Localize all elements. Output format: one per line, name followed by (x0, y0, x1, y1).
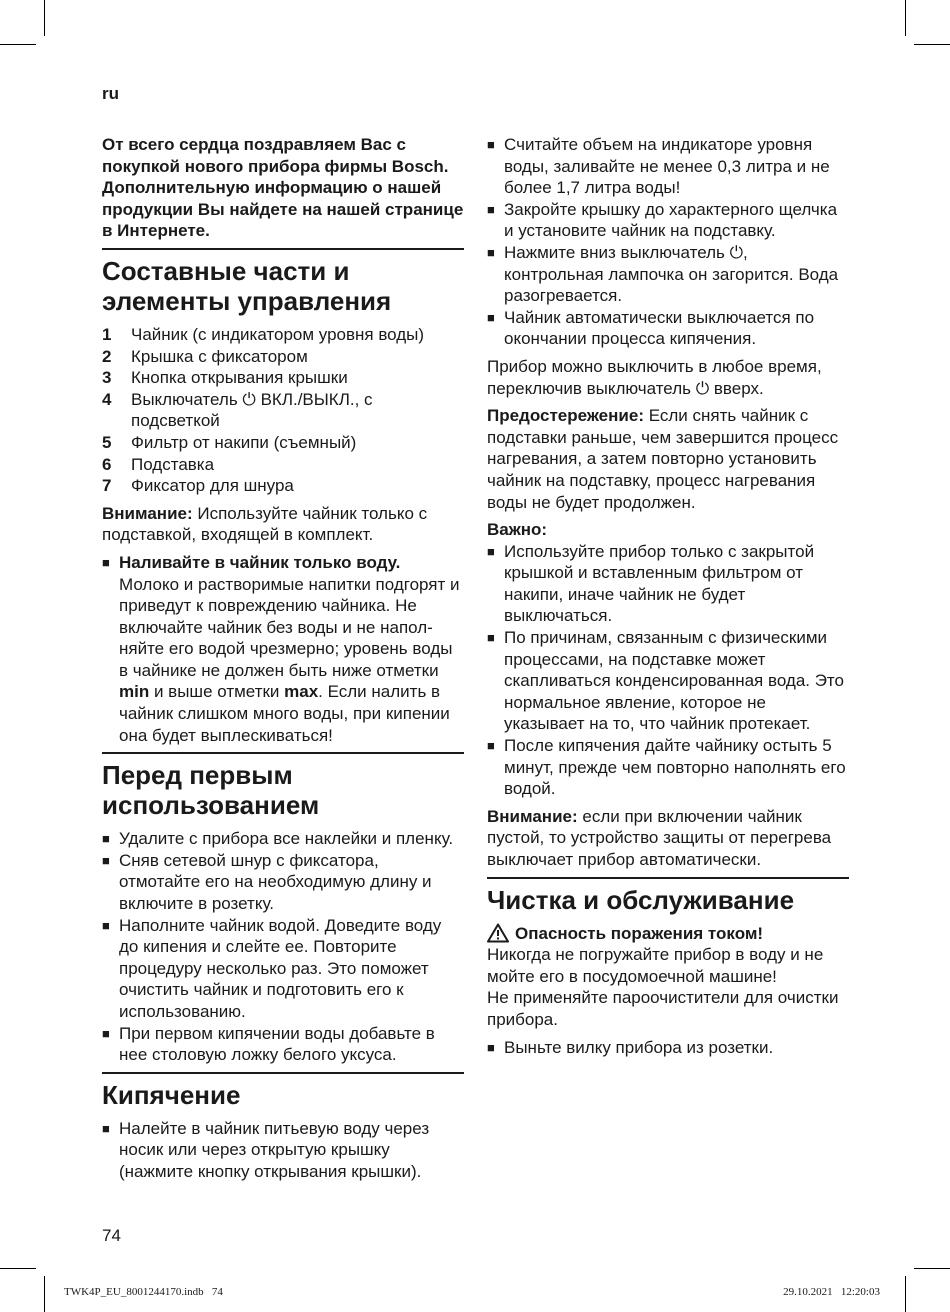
note-paragraph (102, 503, 464, 546)
list-item (487, 735, 849, 800)
list-item (102, 850, 464, 915)
parts-list (102, 324, 464, 497)
item-text: Нажмите вниз выключатель ⏻, контрольная лампочка он загорится. Вода разогревается. (504, 242, 839, 306)
item-text: Используйте прибор только с закрытой крышкой и вставленным фильтром от накипи, иначе чайник не будет выключаться. (504, 541, 815, 626)
caution-paragraph (487, 405, 849, 513)
list-item (487, 627, 849, 735)
bullet-square-icon: ■ (487, 630, 495, 646)
important-label (487, 519, 849, 541)
intro-paragraph: От всего сердца поздравляем Вас с покупкой нового прибора фирмы Bosch. Дополнительную информацию о нашей продукции Вы найдете на нашей странице в Интернете. (102, 135, 464, 241)
crop-mark (914, 1268, 950, 1269)
important-label-text: Важно: (487, 520, 548, 540)
item-number: 6 (102, 454, 112, 474)
item-text: Выключатель ⏻ ВКЛ./ВЫКЛ., с подсветкой (131, 389, 373, 431)
bullet-square-icon: ■ (102, 1120, 110, 1136)
section-divider (102, 248, 464, 250)
crop-mark (0, 1268, 36, 1269)
list-item (102, 454, 464, 476)
item-text: Сняв сетевой шнур с фиксатора, отмотайте его на необходимую длину и включите в розетку. (119, 850, 432, 914)
item-text: Фиксатор для шнура (131, 476, 294, 496)
boiling-list-start (102, 1118, 464, 1183)
list-item (102, 475, 464, 497)
boiling-list-cont (487, 134, 849, 350)
danger-title (487, 923, 849, 945)
note-label: Внимание: (102, 503, 193, 523)
list-item (102, 324, 464, 346)
section-divider (102, 752, 464, 754)
crop-mark (44, 0, 45, 36)
danger-text: Не применяйте пароочистители для очистки прибора. (487, 988, 839, 1029)
crop-mark (0, 44, 36, 45)
bullet-square-icon: ■ (102, 554, 110, 570)
attention-paragraph (487, 806, 849, 871)
danger-title-text: Опасность поражения током! (515, 923, 764, 943)
item-text: Кнопка открывания крышки (131, 368, 348, 388)
crop-mark (914, 44, 950, 45)
off-paragraph: Прибор можно выключить в любое время, переключив выключатель ⏻ вверх. (487, 356, 822, 398)
item-text: Налейте в чайник питьевую воду через носик или через открытую крышку (нажмите кнопку открывания крышки). (119, 1118, 430, 1181)
warning-triangle-icon (487, 923, 509, 943)
bullet-square-icon: ■ (487, 1039, 495, 1055)
item-number: 3 (102, 368, 112, 388)
right-column (487, 134, 849, 1064)
min-mark: min (119, 682, 150, 702)
max-mark: max (284, 682, 319, 702)
crop-mark (905, 1276, 906, 1312)
bullet-text: Молоко и растворимые напитки подгорят и приведут к повреждению чайника. Не включайте чайник без воды и не наполняйте его водой чрезмерно; уровень воды в чайнике не должен быть ниже отметки (119, 574, 460, 680)
item-text: Закройте крышку до характерного щелчка и установите чайник на подставку. (504, 199, 838, 241)
section-divider (487, 877, 849, 879)
page-number: 74 (102, 1226, 121, 1245)
item-number: 2 (102, 346, 112, 366)
list-item (102, 552, 464, 746)
bullet-text: . Если налить в чайник слишком много воды, при кипении она будет выплескиваться! (119, 682, 450, 745)
danger-text: Никогда не погружайте прибор в воду и не мойте его в посудомоечной машине! (487, 945, 824, 986)
bullet-square-icon: ■ (102, 917, 110, 933)
list-item (102, 1023, 464, 1066)
list-item (487, 541, 849, 627)
item-text: Подставка (131, 454, 215, 474)
item-text: Считайте объем на индикаторе уровня воды, заливайте не менее 0,3 литра и не более 1,7 литра воды! (504, 135, 830, 198)
caution-text: Если снять чайник с подставки раньше, чем завершится процесс нагревания, а затем повторно установить чайник на подставку, процесс нагревания воды не будет продолжен. (487, 406, 839, 512)
list-item (487, 199, 849, 242)
bullet-square-icon: ■ (487, 244, 495, 260)
item-text: Наполните чайник водой. Доведите воду до кипения и слейте ее. Повторите процедуру несколько раз. Это поможет очистить чайник и подготовить его к использованию. (119, 915, 442, 1021)
item-number: 4 (102, 389, 112, 409)
item-number: 1 (102, 324, 112, 344)
item-text: По причинам, связанным с физическими процессами, на подставке может скапливаться конденсированная вода. Это нормальное явление, которое не указывает на то, что чайник протекает. (504, 628, 844, 734)
list-item (102, 389, 464, 432)
item-text: После кипячения дайте чайнику остыть 5 минут, прежде чем повторно наполнять его водой. (504, 736, 846, 799)
bullet-square-icon: ■ (102, 831, 110, 847)
footer-timestamp: 29.10.2021 12:20:03 (783, 1286, 880, 1298)
item-number: 7 (102, 476, 112, 496)
bullet-square-icon: ■ (102, 1025, 110, 1041)
note-text: Используйте чайник только с подставкой, входящей в комплект. (102, 503, 428, 545)
bullet-square-icon: ■ (487, 137, 495, 152)
item-text: Удалите с прибора все наклейки и пленку. (119, 829, 454, 849)
item-text: Чайник (с индикатором уровня воды) (131, 324, 425, 344)
item-text: При первом кипячении воды добавьте в нее столовую ложку белого уксуса. (119, 1023, 435, 1065)
cleaning-heading: Чистка и обслуживание (487, 884, 795, 915)
item-text: Фильтр от накипи (съемный) (131, 432, 357, 452)
crop-mark (44, 1276, 45, 1312)
attention-label: Внимание: (487, 806, 578, 826)
list-item (102, 432, 464, 454)
crop-mark (905, 0, 906, 36)
item-text: Чайник автоматически выключается по окончании процесса кипячения. (504, 307, 815, 349)
language-code: ru (102, 84, 119, 103)
caution-label: Предостережение: (487, 406, 644, 426)
list-item (487, 242, 849, 307)
bullet-square-icon: ■ (487, 309, 495, 325)
attention-text: если при включении чайник пустой, то устройство защиты от перегрева выключает прибор автоматически. (487, 806, 832, 869)
section-divider (102, 1072, 464, 1074)
bullet-title: Наливайте в чайник только воду. (119, 552, 401, 572)
bullet-square-icon: ■ (102, 852, 110, 868)
bullet-text: и выше отметки (149, 682, 285, 702)
item-text: Крышка с фиксатором (131, 346, 308, 366)
water-bullet-list (102, 552, 464, 746)
list-item (487, 1037, 849, 1059)
important-list (487, 541, 849, 800)
boiling-heading: Кипячение (102, 1079, 241, 1110)
left-column (102, 134, 464, 1189)
item-number: 5 (102, 432, 112, 452)
list-item (102, 828, 464, 850)
list-item (102, 367, 464, 389)
item-text: Выньте вилку прибора из розетки. (504, 1037, 774, 1057)
list-item (487, 307, 849, 350)
parts-heading: Составные части и элементы управления (102, 255, 392, 316)
list-item (102, 915, 464, 1023)
first-use-heading: Перед первым использованием (102, 760, 320, 821)
bullet-square-icon: ■ (487, 738, 495, 754)
first-use-list (102, 828, 464, 1066)
list-item (102, 346, 464, 368)
cleaning-list (487, 1037, 849, 1059)
bullet-square-icon: ■ (487, 201, 495, 217)
list-item (487, 134, 849, 199)
bullet-square-icon: ■ (487, 543, 495, 559)
footer-file-info: TWK4P_EU_8001244170.indb 74 (64, 1286, 223, 1298)
list-item (102, 1118, 464, 1183)
